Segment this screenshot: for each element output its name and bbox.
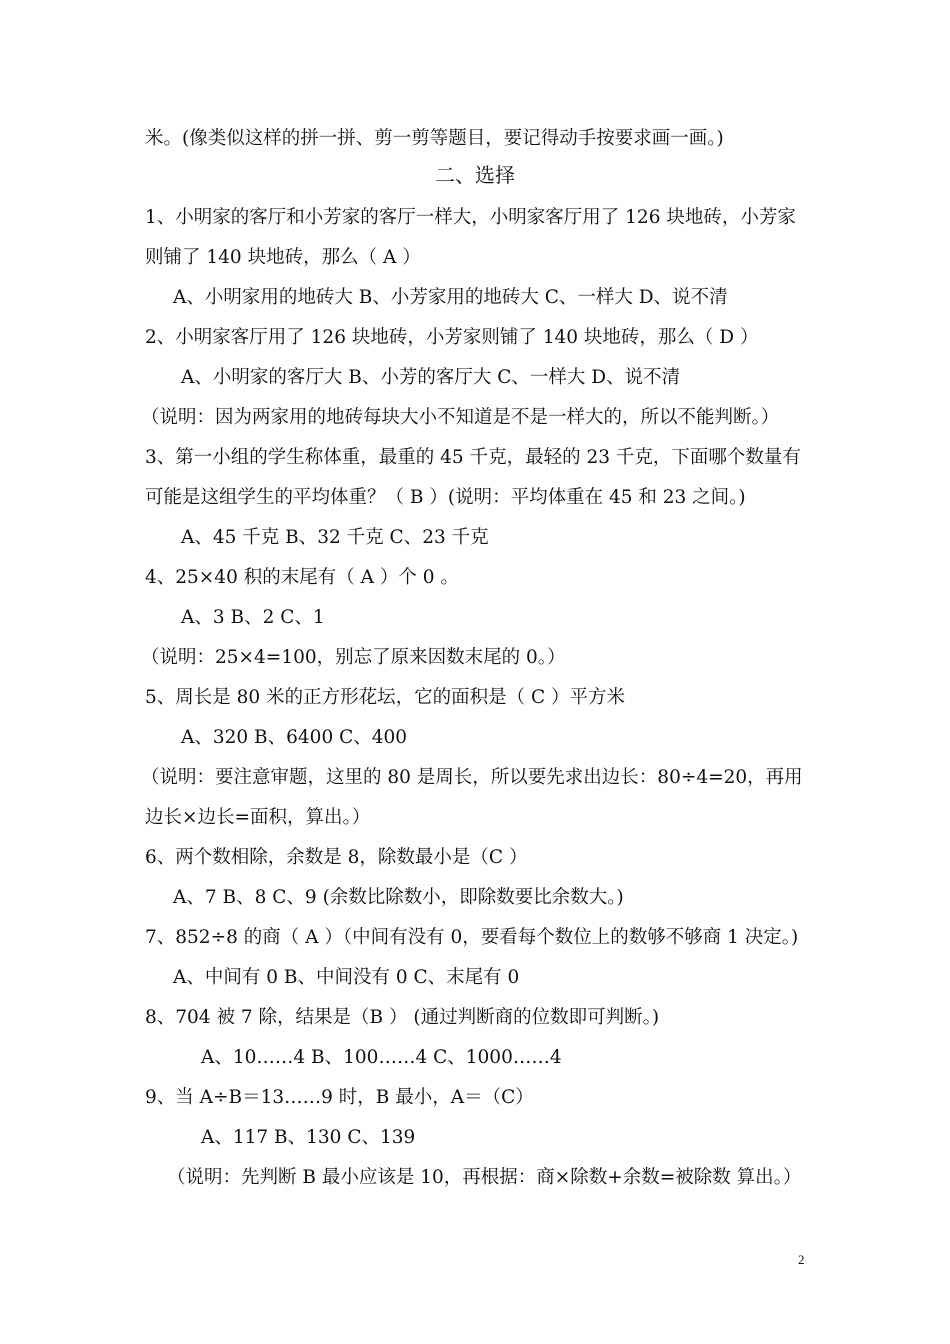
question-9: 9、当 A÷B＝13……9 时，B 最小，A＝（C） xyxy=(145,1087,534,1108)
question-4: 4、25×40 积的末尾有（ A ）个 0 。 xyxy=(145,567,459,588)
question-5-note-cont: 边长×边长=面积，算出。） xyxy=(145,807,371,828)
question-8-options: A、10……4 B、100……4 C、1000……4 xyxy=(201,1047,562,1068)
question-2: 2、小明家客厅用了 126 块地砖，小芳家则铺了 140 块地砖，那么（ D ） xyxy=(145,327,759,348)
question-3-cont: 可能是这组学生的平均体重？（ B ）(说明：平均体重在 45 和 23 之间。) xyxy=(145,487,746,508)
question-7-options: A、中间有 0 B、中间没有 0 C、末尾有 0 xyxy=(173,967,520,988)
question-9-note: （说明：先判断 B 最小应该是 10，再根据：商×除数+余数=被除数 算出。） xyxy=(167,1167,802,1188)
question-9-options: A、117 B、130 C、139 xyxy=(201,1127,416,1148)
question-3-options: A、45 千克 B、32 千克 C、23 千克 xyxy=(181,527,489,548)
question-1: 1、小明家的客厅和小芳家的客厅一样大，小明家客厅用了 126 块地砖，小芳家 xyxy=(145,207,796,228)
question-1-options: A、小明家用的地砖大 B、小芳家用的地砖大 C、一样大 D、说不清 xyxy=(173,287,728,308)
section-heading: 二、选择 xyxy=(435,163,515,187)
question-3: 3、第一小组的学生称体重，最重的 45 千克，最轻的 23 千克，下面哪个数量有 xyxy=(145,447,801,468)
question-2-note: （说明：因为两家用的地砖每块大小不知道是不是一样大的，所以不能判断。） xyxy=(141,407,780,428)
page-number: 2 xyxy=(798,1252,805,1267)
text-line: 米。(像类似这样的拼一拼、剪一剪等题目，要记得动手按要求画一画。) xyxy=(145,128,724,149)
question-7: 7、852÷8 的商（ A ）（中间有没有 0，要看每个数位上的数够不够商 1 决定。) xyxy=(145,927,799,948)
question-4-note: （说明：25×4=100，别忘了原来因数末尾的 0。） xyxy=(141,647,566,668)
question-5: 5、周长是 80 米的正方形花坛，它的面积是（ C ）平方米 xyxy=(145,687,625,708)
question-5-options: A、320 B、6400 C、400 xyxy=(181,727,408,748)
question-8: 8、704 被 7 除，结果是（B ） (通过判断商的位数即可判断。) xyxy=(145,1007,660,1028)
question-5-note: （说明：要注意审题，这里的 80 是周长，所以要先求出边长：80÷4=20，再用 xyxy=(141,767,803,788)
question-4-options: A、3 B、2 C、1 xyxy=(181,607,325,628)
question-6-options: A、7 B、8 C、9 (余数比除数小，即除数要比余数大。) xyxy=(173,887,624,908)
question-1-cont: 则铺了 140 块地砖，那么（ A ） xyxy=(145,247,421,268)
question-2-options: A、小明家的客厅大 B、小芳的客厅大 C、一样大 D、说不清 xyxy=(181,367,681,388)
question-6: 6、两个数相除，余数是 8，除数最小是（C ） xyxy=(145,847,528,868)
